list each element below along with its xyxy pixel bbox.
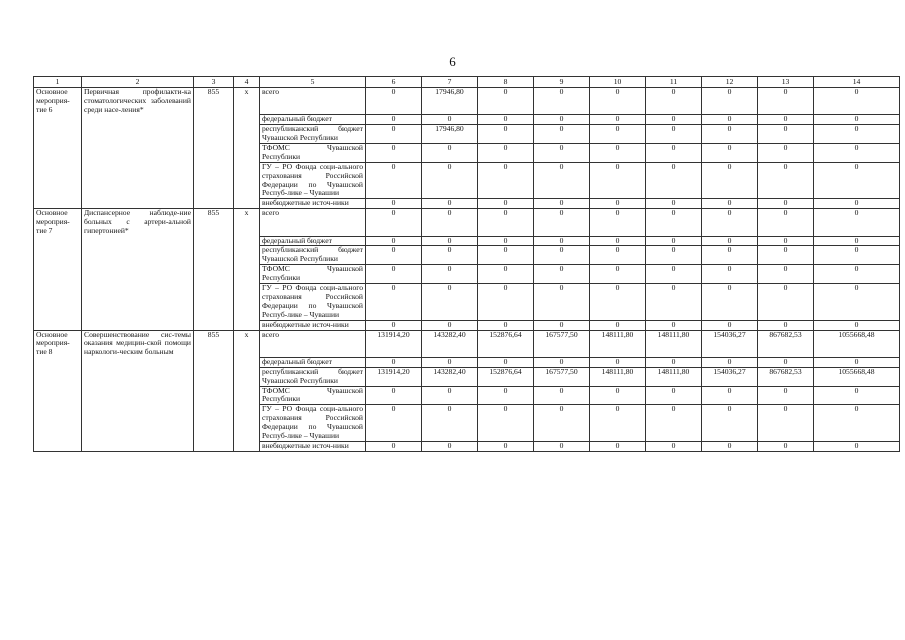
value-cell: 0 — [646, 386, 702, 405]
column-header-12: 12 — [702, 77, 758, 88]
value-cell: 0 — [758, 162, 814, 199]
code-mark-cont — [234, 284, 260, 321]
ministry-code-cont — [194, 143, 234, 162]
value-cell: 0 — [590, 265, 646, 284]
value-cell: 0 — [814, 386, 900, 405]
value-cell: 0 — [702, 405, 758, 442]
value-cell: 0 — [534, 441, 590, 451]
code-mark-cont — [234, 367, 260, 386]
ministry-code-cont — [194, 405, 234, 442]
column-header-3: 3 — [194, 77, 234, 88]
measure-name-cont — [34, 441, 82, 451]
value-cell: 0 — [534, 143, 590, 162]
value-cell: 0 — [814, 405, 900, 442]
value-cell: 0 — [478, 236, 534, 246]
value-cell: 0 — [422, 143, 478, 162]
value-cell: 0 — [646, 441, 702, 451]
value-cell: 0 — [478, 265, 534, 284]
value-cell: 0 — [702, 246, 758, 265]
code-mark-cont — [234, 441, 260, 451]
funding-source: внебюджетные источ-ники — [260, 441, 366, 451]
measure-description-cont — [82, 162, 194, 199]
value-cell: 0 — [590, 284, 646, 321]
value-cell: 0 — [646, 209, 702, 236]
value-cell: 17946,80 — [422, 88, 478, 115]
column-header-1: 1 — [34, 77, 82, 88]
value-cell: 0 — [646, 162, 702, 199]
value-cell: 0 — [422, 386, 478, 405]
value-cell: 0 — [590, 199, 646, 209]
ministry-code-cont — [194, 115, 234, 125]
table-row — [34, 405, 900, 442]
measure-description-cont — [82, 199, 194, 209]
value-cell: 0 — [422, 246, 478, 265]
value-cell: 0 — [366, 265, 422, 284]
table-row — [34, 88, 900, 115]
measure-description-cont — [82, 320, 194, 330]
value-cell: 0 — [478, 441, 534, 451]
value-cell: 0 — [590, 246, 646, 265]
value-cell: 0 — [478, 125, 534, 144]
value-cell: 0 — [702, 284, 758, 321]
value-cell: 1055668,48 — [814, 330, 900, 357]
value-cell: 0 — [534, 246, 590, 265]
value-cell: 0 — [758, 357, 814, 367]
value-cell: 0 — [590, 88, 646, 115]
value-cell: 148111,80 — [590, 330, 646, 357]
value-cell: 152876,64 — [478, 330, 534, 357]
value-cell: 0 — [758, 265, 814, 284]
value-cell: 0 — [478, 88, 534, 115]
value-cell: 0 — [702, 265, 758, 284]
value-cell: 0 — [478, 162, 534, 199]
value-cell: 154036,27 — [702, 367, 758, 386]
ministry-code: 855 — [194, 330, 234, 357]
measure-description-cont — [82, 246, 194, 265]
value-cell: 0 — [814, 236, 900, 246]
value-cell: 0 — [534, 320, 590, 330]
funding-source: всего — [260, 88, 366, 115]
funding-source: ГУ – РО Фонда соци-ального страхования Российской Федерации по Чувашской Респуб-лике – Чувашии — [260, 162, 366, 199]
value-cell: 0 — [534, 88, 590, 115]
ministry-code-cont — [194, 441, 234, 451]
measure-description-cont — [82, 357, 194, 367]
value-cell: 0 — [702, 143, 758, 162]
measure-name-cont — [34, 236, 82, 246]
measure-name-cont — [34, 405, 82, 442]
value-cell: 0 — [534, 236, 590, 246]
value-cell: 0 — [366, 320, 422, 330]
table-row — [34, 236, 900, 246]
value-cell: 0 — [814, 209, 900, 236]
value-cell: 0 — [422, 284, 478, 321]
value-cell: 0 — [646, 320, 702, 330]
table-row — [34, 209, 900, 236]
value-cell: 0 — [814, 162, 900, 199]
value-cell: 0 — [702, 162, 758, 199]
ministry-code: 855 — [194, 209, 234, 236]
value-cell: 0 — [590, 386, 646, 405]
value-cell: 0 — [534, 209, 590, 236]
ministry-code: 855 — [194, 88, 234, 115]
value-cell: 0 — [422, 320, 478, 330]
value-cell: 0 — [590, 143, 646, 162]
financing-table — [33, 76, 900, 452]
value-cell: 131914,20 — [366, 367, 422, 386]
column-header-11: 11 — [646, 77, 702, 88]
value-cell: 0 — [814, 284, 900, 321]
code-mark-cont — [234, 357, 260, 367]
measure-name-cont — [34, 367, 82, 386]
measure-name-cont — [34, 246, 82, 265]
value-cell: 0 — [702, 236, 758, 246]
measure-name-cont — [34, 265, 82, 284]
value-cell: 0 — [758, 115, 814, 125]
funding-source: внебюджетные источ-ники — [260, 320, 366, 330]
value-cell: 0 — [814, 115, 900, 125]
value-cell: 0 — [646, 143, 702, 162]
funding-source: федеральный бюджет — [260, 115, 366, 125]
column-header-13: 13 — [758, 77, 814, 88]
table-row — [34, 199, 900, 209]
value-cell: 0 — [814, 199, 900, 209]
value-cell: 0 — [534, 162, 590, 199]
table-row — [34, 386, 900, 405]
value-cell: 0 — [366, 236, 422, 246]
value-cell: 0 — [702, 386, 758, 405]
value-cell: 0 — [814, 88, 900, 115]
value-cell: 0 — [758, 143, 814, 162]
column-header-2: 2 — [82, 77, 194, 88]
value-cell: 0 — [590, 125, 646, 144]
table-row — [34, 246, 900, 265]
value-cell: 0 — [702, 320, 758, 330]
value-cell: 0 — [758, 405, 814, 442]
value-cell: 0 — [646, 125, 702, 144]
code-mark: х — [234, 209, 260, 236]
value-cell: 0 — [534, 265, 590, 284]
code-mark-cont — [234, 162, 260, 199]
measure-name: Основное мероприя-тие 7 — [34, 209, 82, 236]
measure-name-cont — [34, 115, 82, 125]
funding-source: ТФОМС Чувашской Республики — [260, 265, 366, 284]
value-cell: 0 — [478, 320, 534, 330]
value-cell: 0 — [422, 265, 478, 284]
value-cell: 0 — [422, 162, 478, 199]
value-cell: 0 — [422, 236, 478, 246]
code-mark-cont — [234, 125, 260, 144]
value-cell: 148111,80 — [646, 330, 702, 357]
value-cell: 0 — [590, 320, 646, 330]
table-row — [34, 320, 900, 330]
ministry-code-cont — [194, 162, 234, 199]
value-cell: 0 — [422, 115, 478, 125]
value-cell: 0 — [590, 162, 646, 199]
value-cell: 0 — [534, 125, 590, 144]
measure-name: Основное мероприя-тие 8 — [34, 330, 82, 357]
ministry-code-cont — [194, 125, 234, 144]
code-mark-cont — [234, 143, 260, 162]
code-mark-cont — [234, 265, 260, 284]
value-cell: 0 — [366, 246, 422, 265]
column-header-5: 5 — [260, 77, 366, 88]
funding-source: ГУ – РО Фонда соци-ального страхования Российской Федерации по Чувашской Респуб-лике – Чувашии — [260, 405, 366, 442]
value-cell: 0 — [534, 405, 590, 442]
value-cell: 0 — [366, 284, 422, 321]
value-cell: 143282,40 — [422, 367, 478, 386]
value-cell: 0 — [534, 115, 590, 125]
value-cell: 0 — [758, 284, 814, 321]
funding-source: республиканский бюджет Чувашской Республики — [260, 125, 366, 144]
funding-source: ТФОМС Чувашской Республики — [260, 143, 366, 162]
value-cell: 0 — [758, 88, 814, 115]
measure-name-cont — [34, 162, 82, 199]
value-cell: 0 — [366, 357, 422, 367]
value-cell: 867682,53 — [758, 367, 814, 386]
measure-name-cont — [34, 125, 82, 144]
value-cell: 0 — [814, 246, 900, 265]
value-cell: 154036,27 — [702, 330, 758, 357]
value-cell: 0 — [422, 405, 478, 442]
value-cell: 0 — [422, 357, 478, 367]
code-mark: х — [234, 88, 260, 115]
value-cell: 131914,20 — [366, 330, 422, 357]
value-cell: 0 — [646, 357, 702, 367]
value-cell: 0 — [758, 199, 814, 209]
measure-name-cont — [34, 386, 82, 405]
code-mark-cont — [234, 386, 260, 405]
measure-description-cont — [82, 115, 194, 125]
measure-description: Совершенствование сис-темы оказания медицин-ской помощи наркологи-ческим больным — [82, 330, 194, 357]
funding-source: всего — [260, 209, 366, 236]
value-cell: 0 — [646, 246, 702, 265]
value-cell: 0 — [758, 125, 814, 144]
header-row — [34, 77, 900, 88]
measure-description-cont — [82, 405, 194, 442]
value-cell: 0 — [366, 441, 422, 451]
measure-name-cont — [34, 284, 82, 321]
measure-description-cont — [82, 441, 194, 451]
measure-name-cont — [34, 143, 82, 162]
table-body — [34, 88, 900, 452]
ministry-code-cont — [194, 265, 234, 284]
funding-source: внебюджетные источ-ники — [260, 199, 366, 209]
value-cell: 0 — [758, 441, 814, 451]
column-header-8: 8 — [478, 77, 534, 88]
value-cell: 0 — [366, 115, 422, 125]
value-cell: 0 — [590, 441, 646, 451]
value-cell: 0 — [646, 199, 702, 209]
value-cell: 0 — [478, 143, 534, 162]
value-cell: 1055668,48 — [814, 367, 900, 386]
value-cell: 0 — [758, 209, 814, 236]
value-cell: 0 — [814, 441, 900, 451]
column-header-14: 14 — [814, 77, 900, 88]
table-row — [34, 330, 900, 357]
value-cell: 0 — [534, 284, 590, 321]
value-cell: 143282,40 — [422, 330, 478, 357]
code-mark-cont — [234, 405, 260, 442]
code-mark-cont — [234, 236, 260, 246]
value-cell: 0 — [366, 199, 422, 209]
value-cell: 0 — [646, 88, 702, 115]
value-cell: 0 — [702, 125, 758, 144]
measure-description-cont — [82, 367, 194, 386]
value-cell: 0 — [814, 265, 900, 284]
value-cell: 867682,53 — [758, 330, 814, 357]
value-cell: 0 — [478, 209, 534, 236]
value-cell: 0 — [758, 386, 814, 405]
code-mark-cont — [234, 246, 260, 265]
value-cell: 0 — [478, 357, 534, 367]
column-header-6: 6 — [366, 77, 422, 88]
table-row — [34, 284, 900, 321]
table-row — [34, 265, 900, 284]
value-cell: 0 — [366, 162, 422, 199]
measure-description: Диспансерное наблюде-ние больных с артери-альной гипертонией* — [82, 209, 194, 236]
value-cell: 0 — [814, 357, 900, 367]
code-mark-cont — [234, 115, 260, 125]
value-cell: 0 — [366, 405, 422, 442]
value-cell: 0 — [646, 236, 702, 246]
value-cell: 0 — [702, 209, 758, 236]
value-cell: 0 — [814, 125, 900, 144]
value-cell: 0 — [534, 386, 590, 405]
value-cell: 152876,64 — [478, 367, 534, 386]
ministry-code-cont — [194, 320, 234, 330]
value-cell: 148111,80 — [646, 367, 702, 386]
value-cell: 0 — [758, 246, 814, 265]
value-cell: 0 — [366, 125, 422, 144]
measure-description-cont — [82, 143, 194, 162]
value-cell: 0 — [814, 320, 900, 330]
value-cell: 0 — [646, 265, 702, 284]
value-cell: 0 — [590, 405, 646, 442]
value-cell: 0 — [758, 320, 814, 330]
value-cell: 0 — [366, 209, 422, 236]
value-cell: 0 — [478, 199, 534, 209]
value-cell: 0 — [422, 441, 478, 451]
value-cell: 0 — [590, 209, 646, 236]
value-cell: 0 — [478, 246, 534, 265]
value-cell: 0 — [590, 236, 646, 246]
value-cell: 0 — [478, 284, 534, 321]
value-cell: 0 — [534, 199, 590, 209]
value-cell: 0 — [702, 88, 758, 115]
value-cell: 0 — [702, 357, 758, 367]
measure-description-cont — [82, 265, 194, 284]
table-row — [34, 357, 900, 367]
value-cell: 0 — [478, 115, 534, 125]
value-cell: 0 — [702, 115, 758, 125]
table-row — [34, 115, 900, 125]
table-row — [34, 367, 900, 386]
ministry-code-cont — [194, 199, 234, 209]
ministry-code-cont — [194, 367, 234, 386]
value-cell: 0 — [646, 115, 702, 125]
measure-description-cont — [82, 236, 194, 246]
funding-source: республиканский бюджет Чувашской Республики — [260, 246, 366, 265]
page-number: 6 — [449, 54, 456, 69]
table-row — [34, 441, 900, 451]
measure-description-cont — [82, 386, 194, 405]
code-mark: х — [234, 330, 260, 357]
value-cell: 17946,80 — [422, 125, 478, 144]
value-cell: 167577,50 — [534, 367, 590, 386]
measure-name-cont — [34, 199, 82, 209]
funding-source: федеральный бюджет — [260, 357, 366, 367]
code-mark-cont — [234, 199, 260, 209]
value-cell: 0 — [366, 88, 422, 115]
column-header-10: 10 — [590, 77, 646, 88]
value-cell: 0 — [366, 143, 422, 162]
table-row — [34, 143, 900, 162]
column-header-9: 9 — [534, 77, 590, 88]
value-cell: 0 — [478, 405, 534, 442]
ministry-code-cont — [194, 386, 234, 405]
column-header-4: 4 — [234, 77, 260, 88]
funding-source: республиканский бюджет Чувашской Республики — [260, 367, 366, 386]
value-cell: 0 — [478, 386, 534, 405]
value-cell: 0 — [366, 386, 422, 405]
value-cell: 0 — [646, 284, 702, 321]
ministry-code-cont — [194, 284, 234, 321]
measure-description: Первичная профилакти-ка стоматологических заболеваний среди насе-ления* — [82, 88, 194, 115]
funding-source: всего — [260, 330, 366, 357]
value-cell: 0 — [422, 199, 478, 209]
measure-name-cont — [34, 320, 82, 330]
code-mark-cont — [234, 320, 260, 330]
value-cell: 167577,50 — [534, 330, 590, 357]
value-cell: 0 — [814, 143, 900, 162]
measure-name: Основное мероприя-тие 6 — [34, 88, 82, 115]
value-cell: 0 — [534, 357, 590, 367]
funding-source: ГУ – РО Фонда соци-ального страхования Российской Федерации по Чувашской Респуб-лике – Чувашии — [260, 284, 366, 321]
ministry-code-cont — [194, 246, 234, 265]
value-cell: 0 — [422, 209, 478, 236]
column-header-7: 7 — [422, 77, 478, 88]
value-cell: 0 — [590, 357, 646, 367]
value-cell: 0 — [758, 236, 814, 246]
table-row — [34, 125, 900, 144]
measure-name-cont — [34, 357, 82, 367]
value-cell: 148111,80 — [590, 367, 646, 386]
table-row — [34, 162, 900, 199]
value-cell: 0 — [702, 199, 758, 209]
funding-source: ТФОМС Чувашской Республики — [260, 386, 366, 405]
value-cell: 0 — [702, 441, 758, 451]
measure-description-cont — [82, 125, 194, 144]
measure-description-cont — [82, 284, 194, 321]
funding-source: федеральный бюджет — [260, 236, 366, 246]
value-cell: 0 — [646, 405, 702, 442]
value-cell: 0 — [590, 115, 646, 125]
ministry-code-cont — [194, 236, 234, 246]
ministry-code-cont — [194, 357, 234, 367]
